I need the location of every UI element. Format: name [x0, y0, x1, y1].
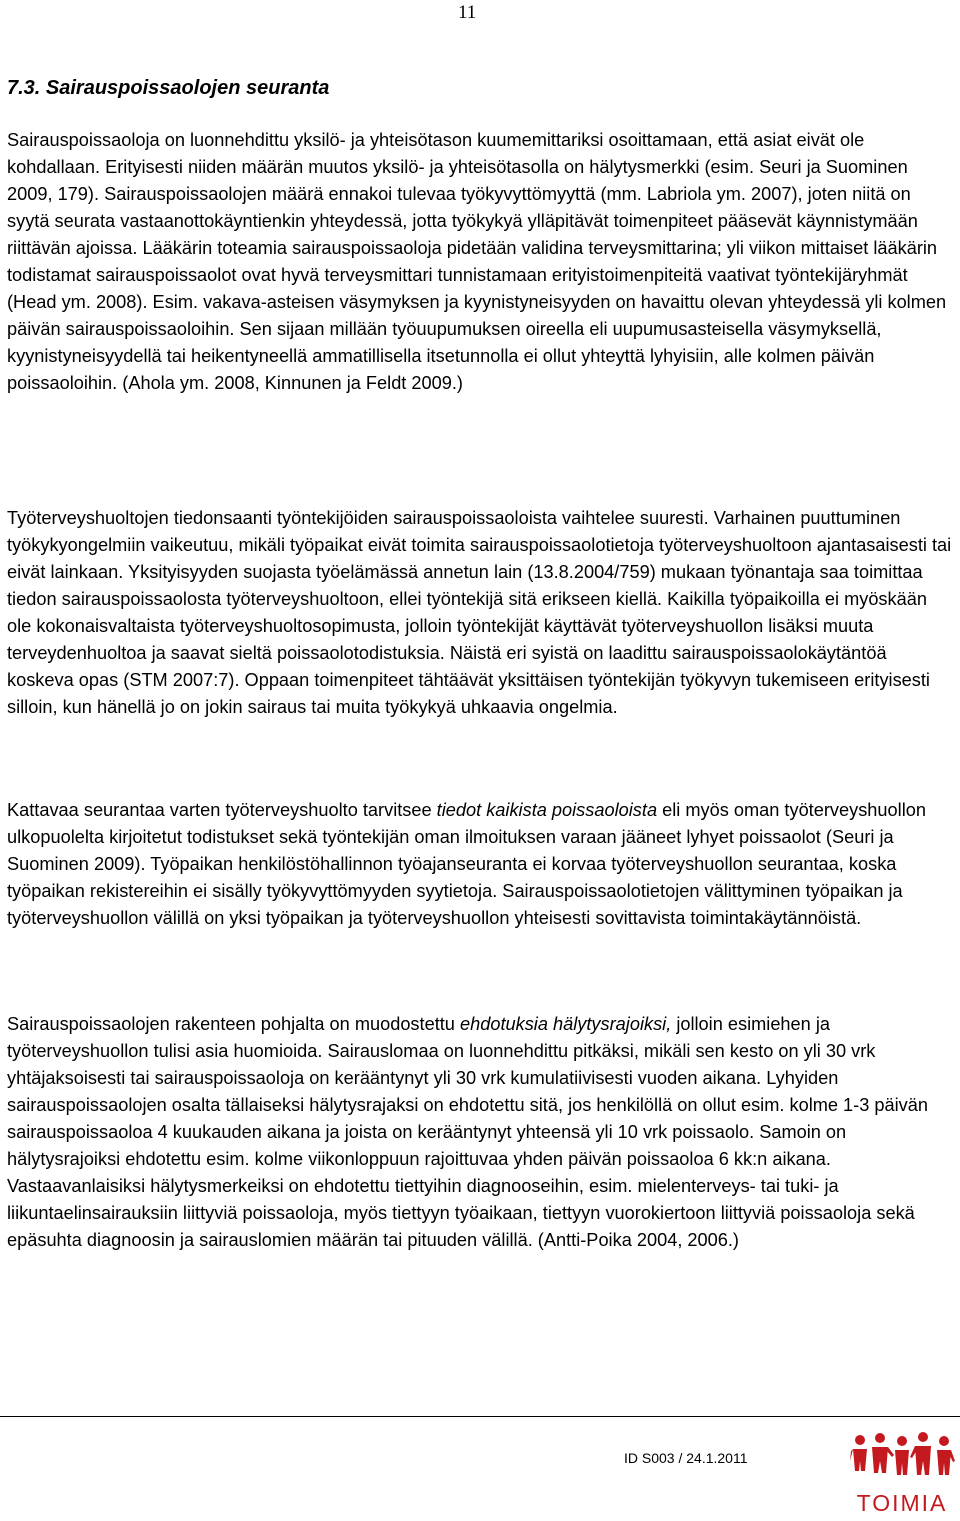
- section-heading: 7.3. Sairauspoissaolojen seuranta: [7, 77, 330, 99]
- emphasis-text: tiedot kaikista poissaoloista: [436, 800, 658, 820]
- paragraph-text: eli myös oman työterveyshuollon ulkopuolelta kirjoitetut todistukset sekä työntekijän oman ilmoituksen varaan jääneet lyhyet poissaolot (Seuri ja Suominen 2009). Työpaikan henkilöstöhallinnon työajanseuranta ei korvaa työterveyshuollon seurantaa, koska työpaikan rekistereihin ei sisälly työkyvyttömyyden syytietoja. Sairauspoissaolotietojen välittyminen työpaikan ja työterveyshuollon välillä on yksi työpaikan ja työterveyshuollon yhteisesti sovittavista toimintakäytännöistä.: [7, 800, 926, 928]
- paragraph-information-flow: Työterveyshuoltojen tiedonsaanti työntekijöiden sairauspoissaoloista vaihtelee suuresti. Varhainen puuttuminen työkykyongelmiin vaikeutuu, mikäli työpaikat eivät toimita sairauspoissaolotietoja työterveyshuoltoon ajantasaisesti tai eivät lainkaan. Yksityisyyden suojasta työelämässä annetun lain (13.8.2004/759) mukaan työnantaja saa toimittaa tiedon sairauspoissaolosta työterveyshuoltoon, ellei työntekijä sitä erikseen kiellä. Kaikilla työpaikoilla ei myöskään ole kokonaisvaltaista työterveyshuoltosopimusta, jolloin työntekijät käyttävät työterveyshuollon lisäksi muuta terveydenhuoltoa ja saavat sieltä poissaolotodistuksia. Näistä eri syistä on laadittu sairauspoissaolokäytäntöä koskeva opas (STM 2007:7). Oppaan toimenpiteet tähtäävät yksittäisen työntekijän työkyvyn tukemiseen erityisesti silloin, kun hänellä jo on jokin sairaus tai muita työkykyä uhkaavia ongelmia.: [7, 508, 952, 717]
- emphasis-text: ehdotuksia hälytysrajoiksi,: [459, 1014, 672, 1034]
- paragraph-text: jolloin esimiehen ja työterveyshuollon tulisi asia huomioida. Sairauslomaa on luonnehdittu pitkäksi, mikäli sen kesto on yli 30 vrk yhtäjaksoisesti tai sairauspoissaoloja on kerääntynyt yli 30 vrk kumulatiivisesti vuoden aikana. Lyhyiden sairauspoissaolojen osalta tällaiseksi hälytysrajaksi on ehdotettu sitä, jos henkilöllä on ollut esim. kolme 1-3 päivän sairauspoissaoloa 4 kuukauden aikana ja joista on kerääntynyt yhteensä yli 10 vrk poissaolo. Samoin on hälytysrajoiksi ehdotettu esim. kolme viikonloppuun rajoittuvaa yhden päivän poissaoloa 6 kk:n aikana. Vastaavanlaisiksi hälytysmerkeiksi on ehdotettu tiettyihin diagnooseihin, esim. mielenterveys- tai tuki- ja liikuntaelinsairauksiin liittyviä poissaoloja, myös tiettyyn työaikaan, tiettyyn vuorokiertoon liittyviä poissaoloja sekä epäsuhta diagnoosin ja sairauslomien määrän tai pituuden välillä. (Antti-Poika 2004, 2006.): [7, 1014, 928, 1250]
- paragraph-comprehensive-monitoring: [7, 797, 953, 932]
- people-figures-icon: [848, 1431, 956, 1489]
- toimia-logo: [848, 1431, 956, 1517]
- paragraph-text: Sairauspoissaolojen rakenteen pohjalta on muodostettu: [7, 1014, 460, 1034]
- paragraph-alert-thresholds: [7, 1011, 953, 1254]
- document-id: ID S003 / 24.1.2011: [624, 1450, 748, 1466]
- paragraph-sickness-absence-indicator: Sairauspoissaoloja on luonnehdittu yksilö- ja yhteisötason kuumemittariksi osoittamaan, että asiat eivät ole kohdallaan. Erityisesti niiden määrän muutos yksilö- ja yhteisötasolla on hälytysmerkki (esim. Seuri ja Suominen 2009, 179). Sairauspoissaolojen määrä ennakoi tulevaa työkyvyttömyyttä (mm. Labriola ym. 2007), joten niitä on syytä seurata vastaanottokäyntienkin yhteydessä, jotta työkykyä ylläpitävät toimenpiteet pääsevät käynnistymään riittävän ajoissa. Lääkärin toteamia sairauspoissaoloja pidetään validina terveysmittarina; yli viikon mittaiset lääkärin todistamat sairauspoissaolot ovat hyvä terveysmittari tunnistamaan erityistoimenpiteitä vaativat työntekijäryhmät (Head ym. 2008). Esim. vakava-asteisen väsymyksen ja kyynistyneisyyden on havaittu olevan yhteydessä yli kolmen päivän sairauspoissaoloihin. Sen sijaan millään työuupumuksen oireella eli uupumusasteisella väsymyksellä, kyynistyneisyydellä tai heikentyneellä ammatillisella itsetunnolla ei ollut yhteyttä lyhyisiin, alle kolmen päivän poissaoloihin. (Ahola ym. 2008, Kinnunen ja Feldt 2009.): [7, 130, 947, 393]
- paragraph-text: Kattavaa seurantaa varten työterveyshuolto tarvitsee: [7, 800, 437, 820]
- logo-wordmark: TOIMIA: [856, 1490, 948, 1516]
- footer-divider: [0, 1416, 960, 1417]
- page-number: 11: [458, 2, 477, 23]
